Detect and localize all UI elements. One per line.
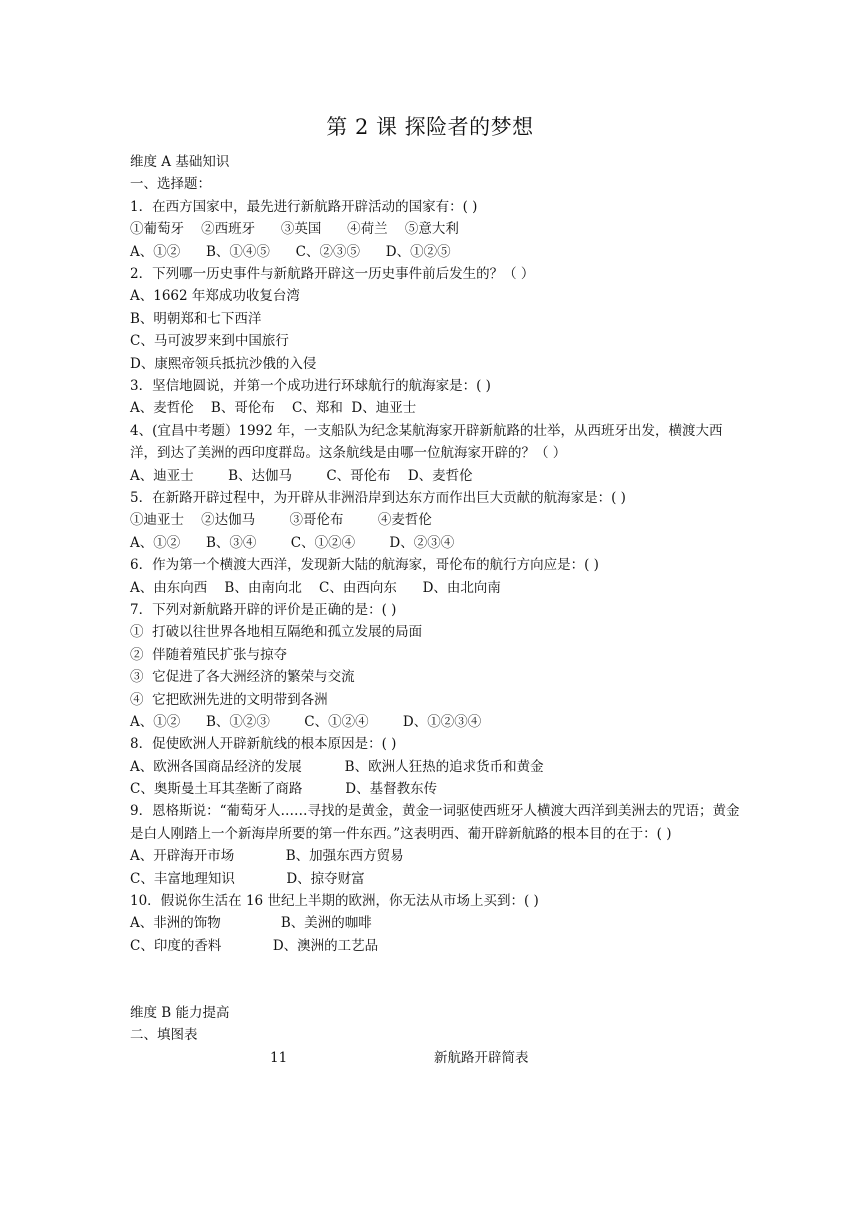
question-option-line: C、奥斯曼土耳其垄断了商路 D、基督教东传 — [130, 781, 438, 798]
question-stem: 9．恩格斯说：“葡萄牙人……寻找的是黄金，黄金一词驱使西班牙人横渡大西洋到美洲去的咒语；黄金是白人刚踏上一个新海岸所要的第一件东西。”这表明西、葡开辟新航路的根本目的在于：( ) — [130, 803, 740, 842]
question-block — [130, 196, 740, 263]
question-option-line: ④ 它把欧洲先进的文明带到各洲 — [130, 691, 328, 708]
part-one-label: 一、选择题： — [130, 176, 211, 193]
question-option-line: ③ 它促进了各大洲经济的繁荣与交流 — [130, 669, 355, 686]
question-option-line: A、迪亚士 B、达伽马 C、哥伦布 D、麦哲伦 — [130, 467, 473, 484]
question-stem: 3．坚信地圆说，并第一个成功进行环球航行的航海家是：( ) — [130, 377, 491, 394]
question-option-line: C、马可波罗来到中国旅行 — [130, 333, 289, 350]
question-option-line: ①迪亚士 ②达伽马 ③哥伦布 ④麦哲伦 — [130, 512, 432, 529]
question-option-line: B、明朝郑和七下西洋 — [130, 310, 262, 327]
section-a-heading: 维度 A 基础知识 — [130, 154, 230, 170]
table-title: 新航路开辟简表 — [434, 1049, 529, 1066]
question-stem: 7．下列对新航路开辟的评价是正确的是：( ) — [130, 601, 397, 618]
question-block — [130, 487, 740, 554]
question-stem: 10．假说你生活在 16 世纪上半期的欧洲，你无法从市场上买到：( ) — [130, 893, 539, 910]
question-block — [130, 554, 740, 599]
question-block — [130, 800, 740, 890]
question-option-line: A、①② B、①④⑤ C、②③⑤ D、①②⑤ — [130, 243, 451, 260]
section-b-heading: 维度 B 能力提高 — [130, 1005, 230, 1022]
question-block — [130, 599, 740, 733]
question-block — [130, 375, 740, 420]
question-option-line: ①葡萄牙 ②西班牙 ③英国 ④荷兰 ⑤意大利 — [130, 221, 459, 238]
table-caption — [130, 1047, 740, 1069]
question-stem: 4、(宜昌中考题）1992 年，一支船队为纪念某航海家开辟新航路的壮举，从西班牙出发，横渡大西洋，到达了美洲的西印度群岛。这条航线是由哪一位航海家开辟的？（ ） — [130, 422, 723, 462]
question-option-line: A、开辟海开市场 B、加强东西方贸易 — [130, 848, 404, 865]
question-option-line: ① 打破以往世界各地相互隔绝和孤立发展的局面 — [130, 624, 423, 641]
question-option-line: A、1662 年郑成功收复台湾 — [130, 288, 300, 305]
question-stem: 1．在西方国家中，最先进行新航路开辟活动的国家有：( ) — [130, 198, 478, 215]
question-stem: 6．作为第一个横渡大西洋，发现新大陆的航海家，哥伦布的航行方向应是：( ) — [130, 557, 599, 574]
question-stem: 2．下列哪一历史事件与新航路开辟这一历史事件前后发生的？（ ） — [130, 265, 535, 282]
question-stem: 8．促使欧洲人开辟新航线的根本原因是：( ) — [130, 736, 397, 753]
question-option-line: A、由东向西 B、由南向北 C、由西向东 D、由北向南 — [130, 579, 501, 596]
question-option-line: A、非洲的饰物 B、美洲的咖啡 — [130, 915, 372, 932]
spacer — [130, 957, 740, 1002]
question-option-line: C、丰富地理知识 D、掠夺财富 — [130, 870, 365, 887]
question-block — [130, 420, 740, 487]
question-option-line: A、①② B、③④ C、①②④ D、②③④ — [130, 534, 455, 551]
question-block — [130, 890, 740, 957]
question-stem: 5．在新路开辟过程中，为开辟从非洲沿岸到达东方而作出巨大贡献的航海家是：( ) — [130, 489, 626, 506]
question-block — [130, 263, 740, 375]
question-list — [130, 196, 740, 957]
page-title: 第 2 课 探险者的梦想 — [326, 115, 534, 139]
question-option-line: A、麦哲伦 B、哥伦布 C、郑和 D、迪亚士 — [130, 400, 417, 417]
table-number: 11 — [270, 1049, 288, 1066]
question-option-line: A、①② B、①②③ C、①②④ D、①②③④ — [130, 713, 482, 730]
part-two-label: 二、填图表 — [130, 1027, 198, 1044]
document-body — [130, 151, 740, 1069]
question-option-line: ② 伴随着殖民扩张与掠夺 — [130, 646, 288, 663]
question-option-line: D、康熙帝领兵抵抗沙俄的入侵 — [130, 355, 317, 372]
question-option-line: C、印度的香料 D、澳洲的工艺品 — [130, 937, 379, 954]
question-block — [130, 733, 740, 800]
question-option-line: A、欧洲各国商品经济的发展 B、欧洲人狂热的追求货币和黄金 — [130, 758, 544, 775]
